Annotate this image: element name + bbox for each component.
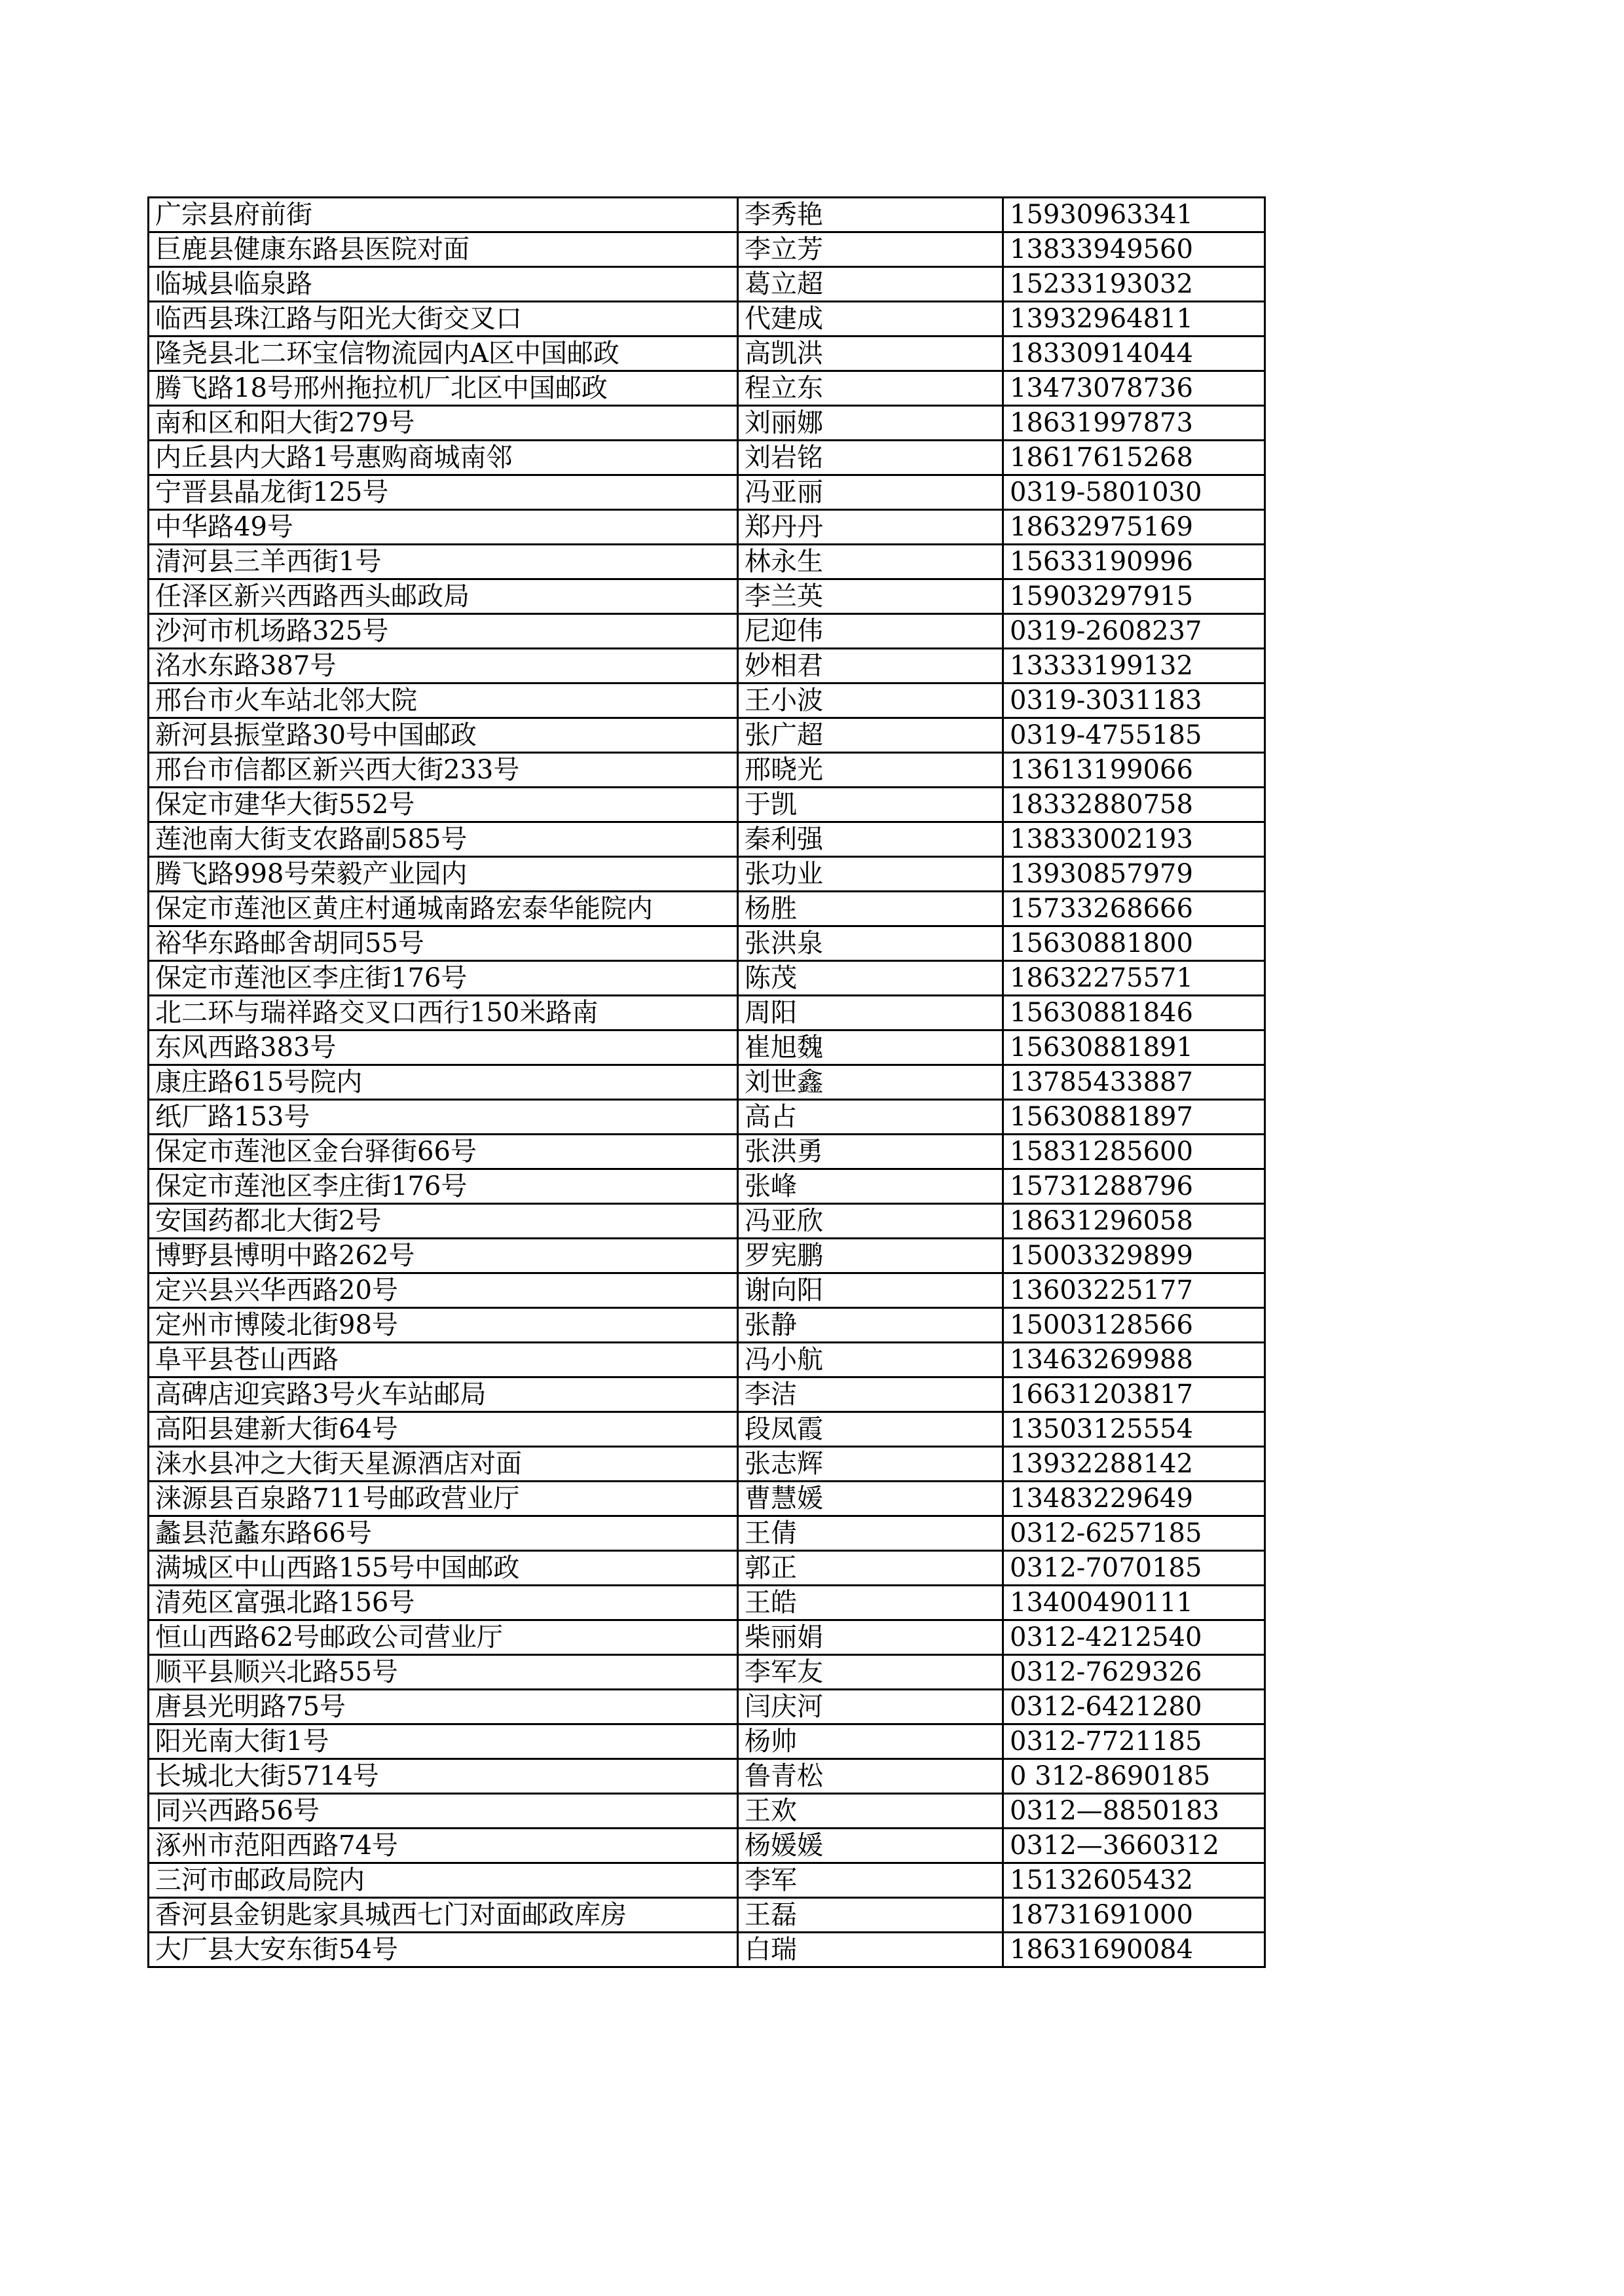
phone-cell: 13333199132 [1003,649,1265,683]
phone-cell: 0312-6421280 [1003,1690,1265,1724]
contact-name-cell: 曹慧媛 [738,1482,1003,1516]
phone-cell: 13785433887 [1003,1065,1265,1100]
address-cell: 隆尧县北二环宝信物流园内A区中国邮政 [149,337,738,371]
phone-cell: 15630881800 [1003,926,1265,961]
table-row [149,1759,1265,1794]
phone-cell: 0 312-8690185 [1003,1759,1265,1794]
table-row [149,1030,1265,1065]
table-row [149,545,1265,579]
phone-cell: 0319-4755185 [1003,718,1265,753]
contact-name-cell: 杨胜 [738,892,1003,926]
table-row [149,961,1265,996]
address-cell: 新河县振堂路30号中国邮政 [149,718,738,753]
table-row [149,1377,1265,1412]
table-row [149,1204,1265,1239]
phone-cell: 13932288142 [1003,1447,1265,1482]
address-cell: 邢台市火车站北邻大院 [149,683,738,718]
contact-name-cell: 鲁青松 [738,1759,1003,1794]
address-cell: 高碑店迎宾路3号火车站邮局 [149,1377,738,1412]
table-row [149,857,1265,892]
table-row [149,1100,1265,1135]
address-cell: 高阳县建新大街64号 [149,1412,738,1447]
phone-cell: 18731691000 [1003,1898,1265,1933]
phone-cell: 13483229649 [1003,1482,1265,1516]
table-row [149,1898,1265,1933]
address-cell: 内丘县内大路1号惠购商城南邻 [149,441,738,475]
address-cell: 顺平县顺兴北路55号 [149,1655,738,1690]
phone-cell: 0312—8850183 [1003,1794,1265,1829]
contact-name-cell: 张峰 [738,1169,1003,1204]
contact-name-cell: 柴丽娟 [738,1620,1003,1655]
phone-cell: 0319-5801030 [1003,475,1265,510]
table-row [149,649,1265,683]
phone-cell: 0312-6257185 [1003,1516,1265,1551]
phone-cell: 0319-2608237 [1003,614,1265,649]
phone-cell: 13833949560 [1003,232,1265,267]
phone-cell: 13463269988 [1003,1343,1265,1377]
contact-name-cell: 冯亚丽 [738,475,1003,510]
contact-name-cell: 李军 [738,1863,1003,1898]
contact-name-cell: 郭正 [738,1551,1003,1586]
table-row [149,1135,1265,1169]
table-row [149,1343,1265,1377]
phone-cell: 18631690084 [1003,1933,1265,1967]
address-cell: 洺水东路387号 [149,649,738,683]
contact-name-cell: 闫庆河 [738,1690,1003,1724]
address-cell: 纸厂路153号 [149,1100,738,1135]
table-row [149,475,1265,510]
contact-name-cell: 杨帅 [738,1724,1003,1759]
phone-cell: 0312—3660312 [1003,1829,1265,1863]
contact-name-cell: 张志辉 [738,1447,1003,1482]
table-row [149,614,1265,649]
contact-name-cell: 张广超 [738,718,1003,753]
address-cell: 康庄路615号院内 [149,1065,738,1100]
table-body [149,198,1265,1967]
address-cell: 北二环与瑞祥路交叉口西行150米路南 [149,996,738,1030]
phone-cell: 15633190996 [1003,545,1265,579]
address-cell: 莲池南大街支农路副585号 [149,822,738,857]
address-cell: 清苑区富强北路156号 [149,1586,738,1620]
table-row [149,1412,1265,1447]
contact-name-cell: 林永生 [738,545,1003,579]
table-row [149,1655,1265,1690]
phone-cell: 15132605432 [1003,1863,1265,1898]
contact-name-cell: 程立东 [738,371,1003,406]
table-row [149,579,1265,614]
address-cell: 临西县珠江路与阳光大街交叉口 [149,302,738,337]
phone-cell: 13400490111 [1003,1586,1265,1620]
contact-name-cell: 谢向阳 [738,1273,1003,1308]
contact-name-cell: 周阳 [738,996,1003,1030]
table-row [149,892,1265,926]
table-row [149,753,1265,788]
phone-cell: 18632975169 [1003,510,1265,545]
address-cell: 巨鹿县健康东路县医院对面 [149,232,738,267]
phone-cell: 15903297915 [1003,579,1265,614]
contact-name-cell: 李兰英 [738,579,1003,614]
phone-cell: 13930857979 [1003,857,1265,892]
address-cell: 涞源县百泉路711号邮政营业厅 [149,1482,738,1516]
address-cell: 三河市邮政局院内 [149,1863,738,1898]
address-cell: 清河县三羊西街1号 [149,545,738,579]
table-row [149,1724,1265,1759]
address-cell: 涿州市范阳西路74号 [149,1829,738,1863]
address-cell: 香河县金钥匙家具城西七门对面邮政库房 [149,1898,738,1933]
contact-name-cell: 张洪勇 [738,1135,1003,1169]
address-cell: 保定市莲池区李庄街176号 [149,1169,738,1204]
table-row [149,1863,1265,1898]
contact-name-cell: 尼迎伟 [738,614,1003,649]
contact-name-cell: 高占 [738,1100,1003,1135]
table-row [149,788,1265,822]
phone-cell: 0312-4212540 [1003,1620,1265,1655]
table-row [149,1794,1265,1829]
address-cell: 恒山西路62号邮政公司营业厅 [149,1620,738,1655]
address-cell: 定州市博陵北街98号 [149,1308,738,1343]
table-row [149,1620,1265,1655]
table-row [149,198,1265,232]
address-cell: 阳光南大街1号 [149,1724,738,1759]
contact-name-cell: 王小波 [738,683,1003,718]
phone-cell: 18330914044 [1003,337,1265,371]
address-cell: 沙河市机场路325号 [149,614,738,649]
phone-cell: 13603225177 [1003,1273,1265,1308]
contact-name-cell: 陈茂 [738,961,1003,996]
table-row [149,337,1265,371]
address-cell: 保定市莲池区金台驿街66号 [149,1135,738,1169]
contact-name-cell: 秦利强 [738,822,1003,857]
contact-table [147,196,1266,1968]
table-row [149,822,1265,857]
contact-name-cell: 冯亚欣 [738,1204,1003,1239]
phone-cell: 15630881846 [1003,996,1265,1030]
contact-name-cell: 于凯 [738,788,1003,822]
phone-cell: 15731288796 [1003,1169,1265,1204]
table-row [149,1308,1265,1343]
table-row [149,1551,1265,1586]
table-row [149,996,1265,1030]
address-cell: 大厂县大安东街54号 [149,1933,738,1967]
table-row [149,1690,1265,1724]
address-cell: 长城北大街5714号 [149,1759,738,1794]
address-cell: 东风西路383号 [149,1030,738,1065]
phone-cell: 18332880758 [1003,788,1265,822]
phone-cell: 18632275571 [1003,961,1265,996]
contact-name-cell: 张功业 [738,857,1003,892]
table-row [149,1239,1265,1273]
table-row [149,1933,1265,1967]
address-cell: 裕华东路邮舍胡同55号 [149,926,738,961]
address-cell: 宁晋县晶龙街125号 [149,475,738,510]
address-cell: 南和区和阳大街279号 [149,406,738,441]
contact-name-cell: 冯小航 [738,1343,1003,1377]
contact-name-cell: 张洪泉 [738,926,1003,961]
phone-cell: 0312-7721185 [1003,1724,1265,1759]
address-cell: 定兴县兴华西路20号 [149,1273,738,1308]
table-row [149,1065,1265,1100]
table-row [149,267,1265,302]
phone-cell: 15831285600 [1003,1135,1265,1169]
phone-cell: 15930963341 [1003,198,1265,232]
address-cell: 安国药都北大街2号 [149,1204,738,1239]
table-row [149,1516,1265,1551]
contact-name-cell: 郑丹丹 [738,510,1003,545]
address-cell: 临城县临泉路 [149,267,738,302]
contact-name-cell: 张静 [738,1308,1003,1343]
phone-cell: 15630881897 [1003,1100,1265,1135]
contact-name-cell: 邢晓光 [738,753,1003,788]
address-cell: 唐县光明路75号 [149,1690,738,1724]
phone-cell: 15630881891 [1003,1030,1265,1065]
table-row [149,232,1265,267]
phone-cell: 16631203817 [1003,1377,1265,1412]
phone-cell: 13932964811 [1003,302,1265,337]
table-row [149,1829,1265,1863]
contact-name-cell: 崔旭魏 [738,1030,1003,1065]
contact-name-cell: 刘世鑫 [738,1065,1003,1100]
contact-name-cell: 李洁 [738,1377,1003,1412]
address-cell: 保定市莲池区黄庄村通城南路宏泰华能院内 [149,892,738,926]
table-row [149,683,1265,718]
address-cell: 任泽区新兴西路西头邮政局 [149,579,738,614]
table-row [149,926,1265,961]
contact-name-cell: 刘岩铭 [738,441,1003,475]
address-cell: 涞水县冲之大街天星源酒店对面 [149,1447,738,1482]
contact-sheet [147,196,1264,1968]
table-row [149,510,1265,545]
address-cell: 广宗县府前街 [149,198,738,232]
contact-name-cell: 王倩 [738,1516,1003,1551]
address-cell: 腾飞路18号邢州拖拉机厂北区中国邮政 [149,371,738,406]
contact-name-cell: 妙相君 [738,649,1003,683]
phone-cell: 15003329899 [1003,1239,1265,1273]
address-cell: 同兴西路56号 [149,1794,738,1829]
phone-cell: 0312-7629326 [1003,1655,1265,1690]
contact-name-cell: 李立芳 [738,232,1003,267]
address-cell: 满城区中山西路155号中国邮政 [149,1551,738,1586]
contact-name-cell: 李秀艳 [738,198,1003,232]
table-row [149,1586,1265,1620]
table-row [149,371,1265,406]
table-row [149,302,1265,337]
phone-cell: 0319-3031183 [1003,683,1265,718]
contact-name-cell: 王皓 [738,1586,1003,1620]
phone-cell: 18631296058 [1003,1204,1265,1239]
table-row [149,1482,1265,1516]
contact-name-cell: 段凤霞 [738,1412,1003,1447]
phone-cell: 18631997873 [1003,406,1265,441]
phone-cell: 13503125554 [1003,1412,1265,1447]
contact-name-cell: 王磊 [738,1898,1003,1933]
table-row [149,441,1265,475]
address-cell: 保定市莲池区李庄街176号 [149,961,738,996]
phone-cell: 13613199066 [1003,753,1265,788]
table-row [149,406,1265,441]
contact-name-cell: 罗宪鹏 [738,1239,1003,1273]
table-row [149,1169,1265,1204]
contact-name-cell: 葛立超 [738,267,1003,302]
contact-name-cell: 代建成 [738,302,1003,337]
address-cell: 保定市建华大街552号 [149,788,738,822]
contact-name-cell: 李军友 [738,1655,1003,1690]
table-row [149,718,1265,753]
contact-name-cell: 刘丽娜 [738,406,1003,441]
contact-name-cell: 白瑞 [738,1933,1003,1967]
contact-name-cell: 高凯洪 [738,337,1003,371]
phone-cell: 0312-7070185 [1003,1551,1265,1586]
table-row [149,1447,1265,1482]
contact-name-cell: 王欢 [738,1794,1003,1829]
address-cell: 蠡县范蠡东路66号 [149,1516,738,1551]
table-row [149,1273,1265,1308]
address-cell: 邢台市信都区新兴西大街233号 [149,753,738,788]
phone-cell: 13473078736 [1003,371,1265,406]
address-cell: 腾飞路998号荣毅产业园内 [149,857,738,892]
phone-cell: 15233193032 [1003,267,1265,302]
phone-cell: 18617615268 [1003,441,1265,475]
contact-name-cell: 杨媛媛 [738,1829,1003,1863]
address-cell: 阜平县苍山西路 [149,1343,738,1377]
address-cell: 博野县博明中路262号 [149,1239,738,1273]
phone-cell: 15733268666 [1003,892,1265,926]
phone-cell: 13833002193 [1003,822,1265,857]
address-cell: 中华路49号 [149,510,738,545]
phone-cell: 15003128566 [1003,1308,1265,1343]
